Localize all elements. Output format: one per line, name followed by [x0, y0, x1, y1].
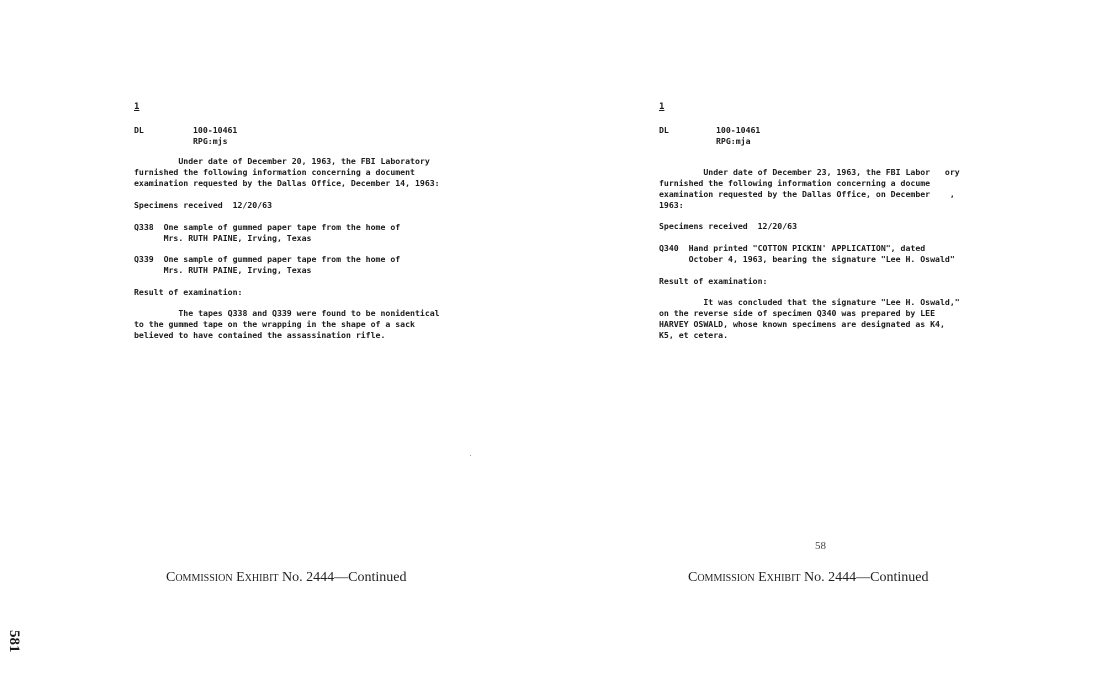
specimens-received: Specimens received 12/20/63: [659, 221, 798, 231]
office-code: DL: [659, 125, 669, 135]
result-paragraph: The tapes Q338 and Q339 were found to be nonidentical to the gummed tape on the wrapping in the shape of a sack believed to have contained the assassination rifle.: [134, 308, 440, 340]
initials: RPG:mjs: [193, 136, 228, 146]
initials: RPG:mja: [716, 136, 751, 146]
page-marker: 1: [134, 102, 140, 112]
office-code: DL: [134, 125, 144, 135]
right-page: [547, 0, 1094, 691]
intro-paragraph: Under date of December 20, 1963, the FBI Laboratory furnished the following information concerning a document examination requested by the Dallas Office, December 14, 1963:: [134, 156, 440, 188]
exhibit-caption: Commission Exhibit No. 2444—Continued: [688, 570, 929, 585]
specimen-q339: Q339 One sample of gummed paper tape from the home of Mrs. RUTH PAINE, Irving, Texas: [134, 254, 401, 275]
side-page-number: 581: [6, 630, 22, 653]
file-number: 100-10461: [193, 125, 238, 135]
result-heading: Result of examination:: [134, 287, 243, 297]
specimen-q338: Q338 One sample of gummed paper tape from the home of Mrs. RUTH PAINE, Irving, Texas: [134, 222, 401, 243]
exhibit-caption: Commission Exhibit No. 2444—Continued: [166, 570, 407, 585]
file-number: 100-10461: [716, 125, 761, 135]
page-marker: 1: [659, 102, 665, 112]
result-paragraph: It was concluded that the signature "Lee H. Oswald," on the reverse side of specimen Q340 was prepared by LEE HARVEY OSWALD, whose known specimens are designated as K4, K5, et cetera.: [659, 297, 960, 340]
intro-paragraph: Under date of December 23, 1963, the FBI Labor ory furnished the following information concerning a docume examination requested by the Dallas Office, on December , 1963:: [659, 167, 960, 210]
specimen-q340: Q340 Hand printed "COTTON PICKIN' APPLICATION", dated October 4, 1963, bearing the signature "Lee H. Oswald": [659, 243, 955, 264]
page-number: 58: [815, 540, 826, 552]
result-heading: Result of examination:: [659, 276, 768, 286]
specimens-received: Specimens received 12/20/63: [134, 200, 273, 210]
